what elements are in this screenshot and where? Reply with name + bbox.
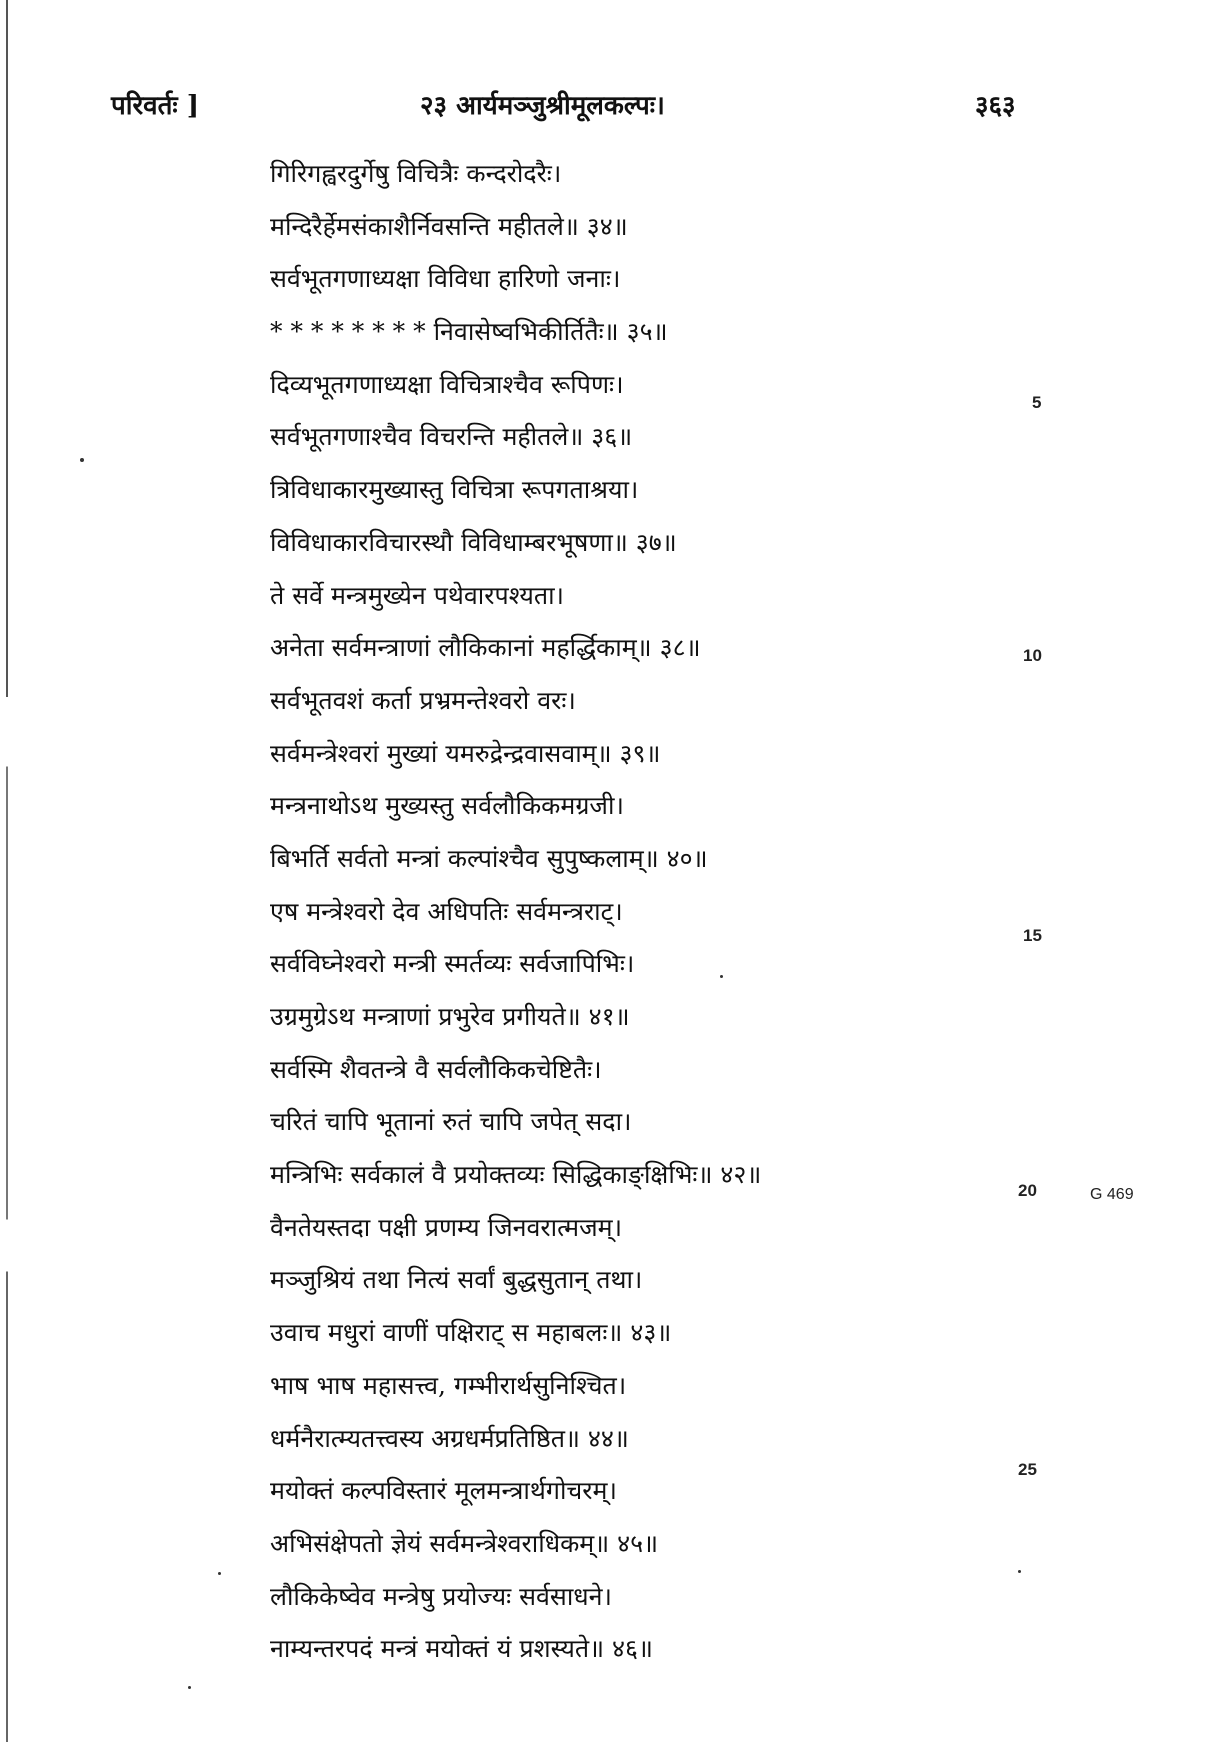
verse-line: मञ्जुश्रियं तथा नित्यं सर्वां बुद्धसुतान् तथा। (270, 1265, 643, 1295)
verse-line: मन्दिरैर्हेमसंकाशैर्निवसन्ति महीतले॥ ३४॥ (270, 211, 628, 241)
verse-line: नाम्यन्तरपदं मन्त्रं मयोक्तं यं प्रशस्यते॥ ४६॥ (270, 1634, 653, 1664)
scan-speck (218, 1572, 221, 1575)
running-header (0, 86, 1232, 126)
verse-line: वैनतेयस्तदा पक्षी प्रणम्य जिनवरात्मजम्। (270, 1212, 623, 1242)
verse-line: मन्त्रिभिः सर्वकालं वै प्रयोक्तव्यः सिद्धिकाङ्क्षिभिः॥ ४२॥ (270, 1160, 762, 1190)
page-number: ३६३ (975, 91, 1016, 121)
edition-page-reference: G 469 (1090, 1186, 1134, 1203)
scan-speck (720, 975, 723, 978)
line-number-marker: 15 (1023, 926, 1042, 945)
verse-line: सर्वभूतगणाश्चैव विचरन्ति महीतले॥ ३६॥ (270, 422, 633, 452)
line-number-marker: 25 (1018, 1460, 1037, 1479)
running-title: २३ आर्यमञ्जुश्रीमूलकल्पः। (420, 91, 665, 121)
verse-line: ते सर्वे मन्त्रमुख्येन पथेवारपश्यता। (270, 580, 565, 610)
left-margin-rule (6, 0, 8, 1742)
line-number-marker: 5 (1032, 393, 1042, 412)
verse-line: त्रिविधाकारमुख्यास्तु विचित्रा रूपगताश्रया। (270, 475, 639, 505)
scan-speck (80, 458, 84, 462)
verse-line: बिभर्ति सर्वतो मन्त्रां कल्पांश्चैव सुपुष्कलाम्॥ ४०॥ (270, 843, 708, 873)
verse-line: अभिसंक्षेपतो ज्ञेयं सर्वमन्त्रेश्वराधिकम्॥ ४५॥ (270, 1528, 659, 1558)
verse-line: एष मन्त्रेश्वरो देव अधिपतिः सर्वमन्त्रराट्। (270, 896, 623, 926)
verse-line: धर्मनैरात्म्यतत्त्वस्य अग्रधर्मप्रतिष्ठित॥ ४४॥ (270, 1423, 629, 1453)
verse-line: दिव्यभूतगणाध्यक्षा विचित्राश्चैव रूपिणः। (270, 369, 624, 399)
verse-line: सर्वमन्त्रेश्वरां मुख्यां यमरुद्रेन्द्रवासवाम्॥ ३९॥ (270, 738, 661, 768)
verse-line: अनेता सर्वमन्त्राणां लौकिकानां महर्द्धिकाम्॥ ३८॥ (270, 633, 701, 663)
line-number-marker: 20 (1018, 1181, 1037, 1200)
verse-line: मन्त्रनाथोऽथ मुख्यस्तु सर्वलौकिकमग्रजी। (270, 791, 624, 821)
verse-line: लौकिकेष्वेव मन्त्रेषु प्रयोज्यः सर्वसाधने। (270, 1581, 613, 1611)
verse-line: उवाच मधुरां वाणीं पक्षिराट् स महाबलः॥ ४३॥ (270, 1318, 672, 1348)
line-number-marker: 10 (1023, 646, 1042, 665)
scan-speck (1018, 1570, 1021, 1573)
verse-line: सर्वभूतवशं कर्ता प्रभ्रमन्तेश्वरो वरः। (270, 685, 576, 715)
verse-line: उग्रमुग्रेऽथ मन्त्राणां प्रभुरेव प्रगीयते॥ ४१॥ (270, 1002, 630, 1031)
verse-block (270, 148, 970, 1676)
section-label: परिवर्तः ] (111, 91, 200, 121)
verse-line: चरितं चापि भूतानां रुतं चापि जपेत् सदा। (270, 1107, 632, 1137)
verse-line: * * * * * * * * निवासेष्वभिकीर्तितैः॥ ३५॥ (270, 317, 668, 347)
verse-line: मयोक्तं कल्पविस्तारं मूलमन्त्रार्थगोचरम्। (270, 1476, 617, 1506)
verse-line: गिरिगह्वरदुर्गेषु विचित्रैः कन्दरोदरैः। (270, 159, 562, 188)
verse-line: सर्वविघ्नेश्वरो मन्त्री स्मर्तव्यः सर्वजापिभिः। (270, 949, 635, 979)
verse-line: सर्वस्मि शैवतन्त्रे वै सर्वलौकिकचेष्टितैः। (270, 1054, 602, 1084)
verse-line: विविधाकारविचारस्थौ विविधाम्बरभूषणा॥ ३७॥ (270, 527, 677, 557)
verse-line: भाष भाष महासत्त्व, गम्भीरार्थसुनिश्चित। (270, 1370, 627, 1400)
scan-speck (188, 1686, 191, 1689)
verse-line: सर्वभूतगणाध्यक्षा विविधा हारिणो जनाः। (270, 264, 621, 294)
